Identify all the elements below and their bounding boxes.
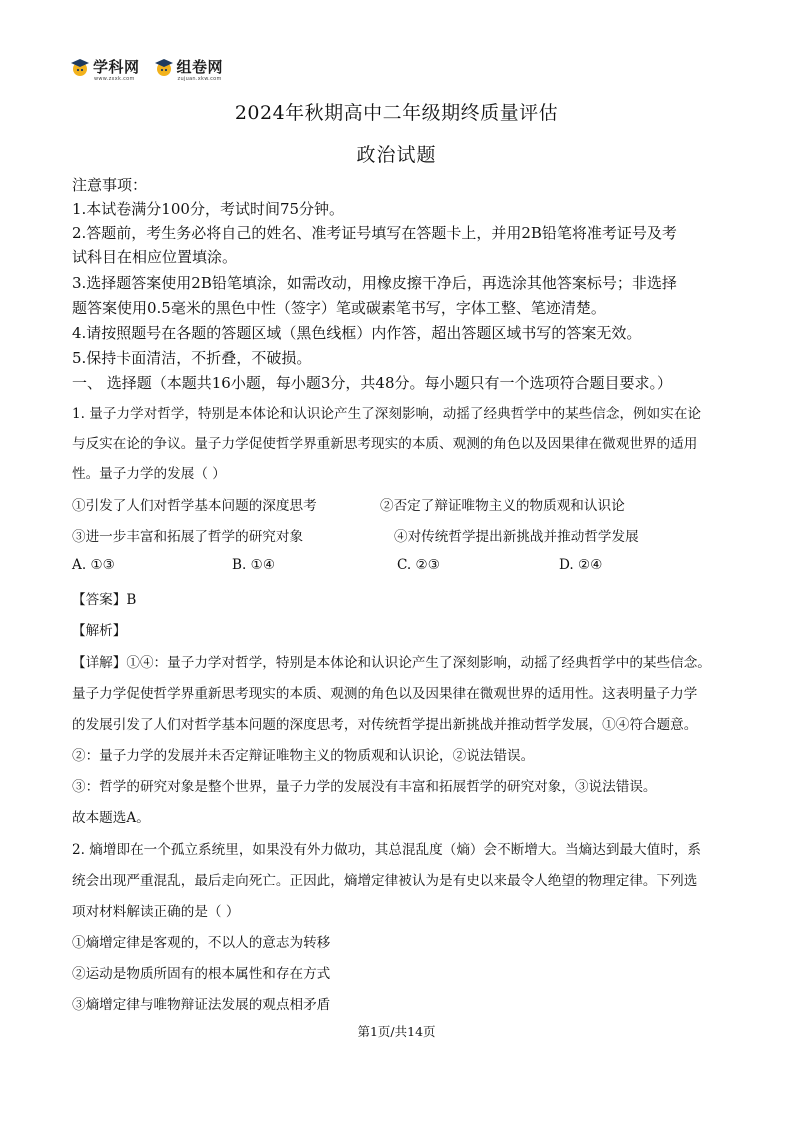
choice-a: A. ①③ — [72, 557, 115, 573]
section-heading: 一、 选择题（本题共16小题，每小题3分，共48分。每小题只有一个选项符合题目要求。） — [72, 374, 672, 392]
graduation-cap-icon — [154, 57, 174, 77]
question-stem: 项对材料解读正确的是（ ） — [72, 904, 240, 920]
zujuanwang-logo — [154, 56, 224, 82]
choice-b: B. ①④ — [232, 557, 276, 573]
publisher-logos — [70, 56, 223, 88]
analysis-label: 【解析】 — [72, 623, 127, 639]
answer-label: 【答案】B — [72, 592, 137, 608]
note-item: 1.本试卷满分100分，考试时间75分钟。 — [72, 200, 345, 218]
note-item: 2.答题前，考生务必将自己的姓名、准考证号填写在答题卡上，并用2B铅笔将准考证号及考 — [72, 224, 677, 242]
choice-d: D. ②④ — [559, 557, 603, 573]
choice-c: C. ②③ — [397, 557, 440, 573]
xuekewang-logo — [70, 56, 140, 82]
explanation-line: ②：量子力学的发展并未否定辩证唯物主义的物质观和认识论，②说法错误。 — [72, 748, 535, 764]
statement: ②运动是物质所固有的根本属性和存在方式 — [72, 966, 331, 982]
note-item: 4.请按照题号在各题的答题区域（黑色线框）内作答，超出答题区域书写的答案无效。 — [72, 324, 642, 342]
statement: ③熵增定律与唯物辩证法发展的观点相矛盾 — [72, 997, 331, 1013]
question-stem: 统会出现严重混乱，最后走向死亡。正因此，熵增定律被认为是有史以来最令人绝望的物理定律。下列选 — [72, 873, 698, 889]
question-stem: 与反实在论的争议。量子力学促使哲学界重新思考现实的本质、观测的角色以及因果律在微观世界的适用 — [72, 436, 698, 452]
note-item: 题答案使用0.5毫米的黑色中性（签字）笔或碳素笔书写，字体工整、笔迹清楚。 — [72, 299, 606, 317]
statement: ②否定了辩证唯物主义的物质观和认识论 — [380, 498, 625, 514]
explanation-line: 量子力学促使哲学界重新思考现实的本质、观测的角色以及因果律在微观世界的适用性。这表明量子力学 — [72, 686, 698, 702]
page-number: 第1页/共14页 — [357, 1024, 436, 1039]
question-stem: 2. 熵增即在一个孤立系统里，如果没有外力做功，其总混乱度（熵）会不断增大。当熵达到最大值时，系 — [72, 842, 702, 858]
graduation-cap-icon — [70, 57, 90, 77]
explanation-line: ③：哲学的研究对象是整个世界，量子力学的发展没有丰富和拓展哲学的研究对象，③说法错误。 — [72, 779, 657, 795]
notes-heading: 注意事项： — [72, 176, 148, 194]
logo-url: zujuan.xkw.com — [177, 76, 222, 82]
logo-name: 组卷网 — [176, 58, 224, 76]
statement: ④对传统哲学提出新挑战并推动哲学发展 — [394, 529, 639, 545]
note-item: 5.保持卡面清洁，不折叠，不破损。 — [72, 349, 312, 367]
exam-title: 2024年秋期高中二年级期终质量评估 — [234, 102, 559, 124]
note-item: 试科目在相应位置填涂。 — [72, 248, 238, 266]
logo-url: www.zxxk.com — [94, 76, 135, 82]
question-stem: 1. 量子力学对哲学，特别是本体论和认识论产生了深刻影响，动摇了经典哲学中的某些信念，例如实在论 — [72, 406, 702, 422]
note-item: 3.选择题答案使用2B铅笔填涂，如需改动，用橡皮擦干净后，再选涂其他答案标号；非选择 — [72, 274, 677, 292]
exam-subtitle: 政治试题 — [356, 144, 437, 166]
explanation-line: 故本题选A。 — [72, 810, 150, 826]
statement: ①引发了人们对哲学基本问题的深度思考 — [72, 498, 317, 514]
statement: ③进一步丰富和拓展了哲学的研究对象 — [72, 529, 304, 545]
statement: ①熵增定律是客观的，不以人的意志为转移 — [72, 935, 331, 951]
question-stem: 性。量子力学的发展（ ） — [72, 466, 226, 482]
logo-name: 学科网 — [93, 58, 140, 76]
explanation-line: 【详解】①④：量子力学对哲学，特别是本体论和认识论产生了深刻影响，动摇了经典哲学中的某些信念。 — [72, 655, 711, 671]
explanation-line: 的发展引发了人们对哲学基本问题的深度思考，对传统哲学提出新挑战并推动哲学发展，①④符合题意。 — [72, 717, 698, 733]
